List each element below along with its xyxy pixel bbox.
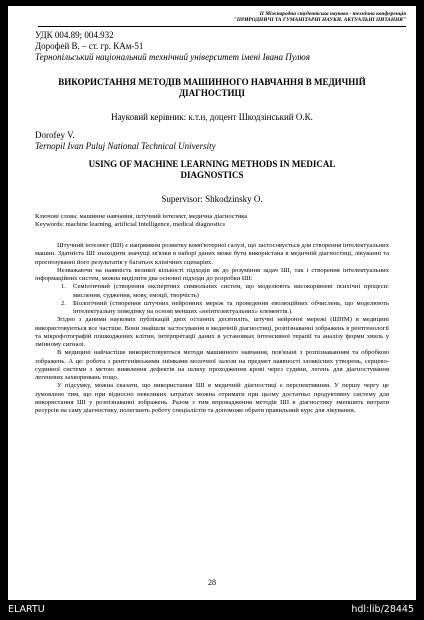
approaches-list [35, 283, 389, 316]
handle-id: hdl:lib/28445 [351, 604, 414, 615]
paragraph-approaches: Незважаючи на наявність великої кількості підходів як до розуміння задач ШІ, так і створення інтелектуальних інформаційних систем, можна виділити два основні підходи до розробки ШІ: [35, 266, 389, 282]
article-body [35, 242, 389, 415]
keywords-en: Keywords: machine learning, artificial Intelligence, medical diagnostics [35, 221, 226, 228]
paragraph-image-recognition: В медицині найчастіше використовуються методи машинного навчання, пов'язані з розпізнаванням та обробкою зображень. А це: робота з рентгенівськими знімками молочної залози на предмет наявності злоякісних утворень, серцево-судинної системи з метою виявлення дефектів на шляху проходження крові через судини, легень для діагностування легеневих захворювань тощо. [35, 349, 389, 381]
page-number: 28 [208, 578, 216, 587]
supervisor-ua: Науковий керівник: к.т.н, доцент Шкодзінський О.К. [111, 112, 313, 122]
udc-code: УДК 004.89; 004.932 [35, 30, 114, 40]
author-en: Dorofey V. [35, 130, 75, 140]
university-ua: Тернопільський національний технічний університет імені Івана Пулюя [35, 52, 310, 62]
author-ua: Дорофей В. – ст. гр. КАм-51 [35, 41, 144, 51]
conference-line-2: "ПРИРОДНИЧІ ТА ГУМАНІТАРНІ НАУКИ. АКТУАЛЬНІ ПИТАННЯ" [233, 17, 406, 23]
list-item-text: Семіотичний (створення експертних символьних систем, що моделюють високорівневі психічні процеси: мислення, судження, мову, емоції, творчість) [73, 283, 389, 299]
supervisor-en: Supervisor: Shkodzinsky O. [161, 194, 263, 204]
university-en: Ternopil Ivan Puluj National Technical University [35, 141, 216, 151]
repository-name: ELARTU [8, 604, 45, 615]
title-en: USING OF MACHINE LEARNING METHODS IN MEDICAL DIAGNOSTICS [88, 159, 336, 180]
repository-footer [0, 600, 424, 620]
paragraph-conclusion: У підсумку, можна сказати, що використання ШІ в медичній діагностиці є перспективним. У першу чергу це зумовлено тим, що при відносно невеликих затратах можна отримати при цьому достатньо продуктивну систему для використання ШІ у розпізнаванні зображень. Разом з тим впровадження методів ШІ в діагностику зменшить витрати ресурсів на саму діагностику, полегшить роботу спеціалістів та допоможе обрати правильний курс для лікування. [35, 382, 389, 414]
list-item-number: 2. [61, 299, 66, 307]
list-item-number: 1. [61, 283, 66, 291]
list-item-text: Біологічний (створення штучних нейронних мереж та проведення еволюційних обчислень, що моделюють інтелектуальну поведінку на основі менших «неінтелектуальних» елементів.). [73, 299, 389, 315]
list-item [35, 283, 389, 300]
conference-header [8, 11, 416, 23]
paragraph-neural-networks: Згідно з даними наукових публікацій двох останніх десятиліть, штучні нейронні мережі (ШНМ) в медицині використовуються все частіше. Вони знайшли застосування в медичній діагностиці, розпізнаванні зображень в рентгенології та мікрофотографій пошкоджених клітин, інтерпретації даних в установках інтенсивної терапії та аналізу форми хвиль у змінному сигналі. [35, 316, 389, 348]
title-ua: ВИКОРИСТАННЯ МЕТОДІВ МАШИННОГО НАВЧАННЯ В МЕДИЧНІЙ ДІАГНОСТИЦІ [58, 77, 366, 98]
header-rule [38, 26, 406, 27]
conference-line-1: ІІ Міжнародна студентська науково - технічна конференція [259, 11, 406, 17]
list-item [35, 300, 389, 317]
keywords-ua: Ключові слова: машинне навчання, штучний інтелект, медична діагностика [35, 213, 248, 220]
document-page [8, 6, 416, 600]
paragraph-intro: Штучний інтелект (ШІ) є напрямком розвитку комп'ютерної галузі, що застосовується для створення інтелектуальних машин. Здатність ШІ знаходити значущі зв'язки в наборі даних може бути використана в медичній діагностиці, лікуванні та прогнозуванні його результатів у багатьох клінічних сценаріях. [35, 242, 389, 266]
